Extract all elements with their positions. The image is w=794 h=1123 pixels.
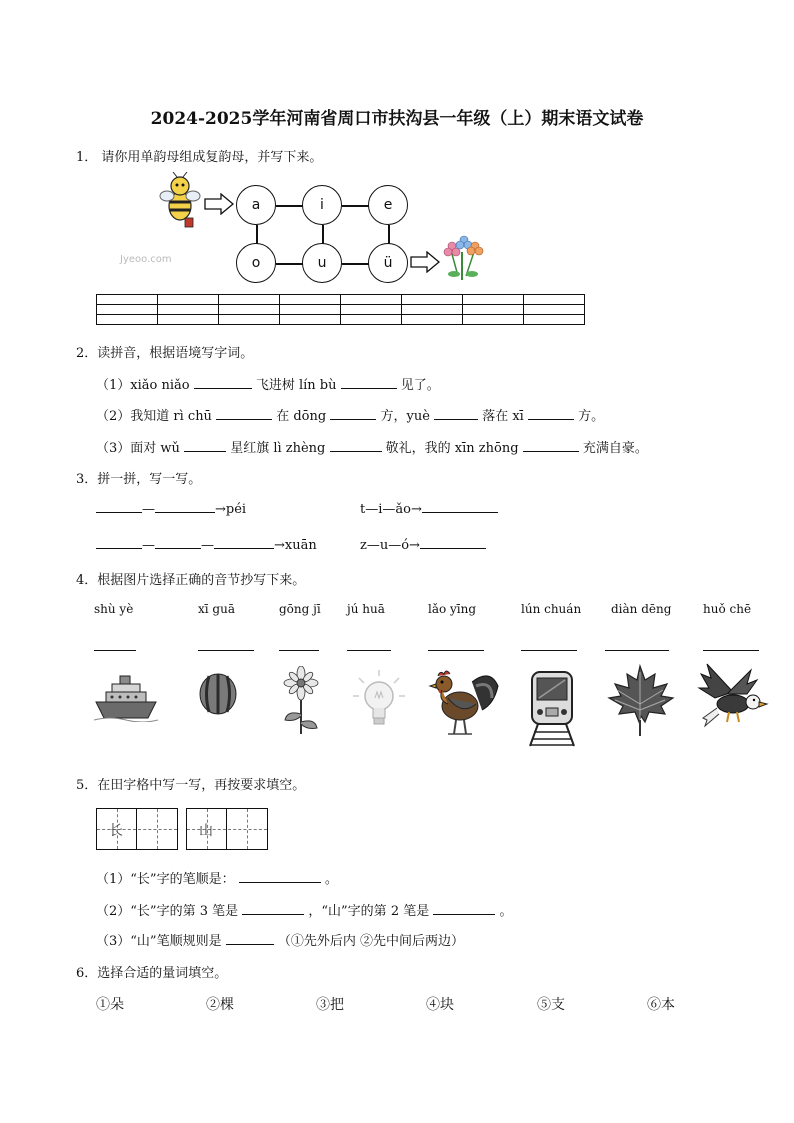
q5-text: ，“山”字的第 2 笔是: [308, 904, 430, 919]
q2-line-3: [96, 437, 648, 456]
tianzige-grid-2[interactable]: [186, 808, 268, 850]
q2-text: 星红旗 lì zhèng: [230, 441, 326, 456]
watermelon-icon: [198, 670, 238, 716]
measure-word-option: ①朵: [96, 997, 124, 1013]
question-3-text: 3．拼一拼，写一写。: [76, 472, 202, 487]
answer-blank[interactable]: [155, 500, 215, 513]
answer-grid: [96, 294, 585, 325]
measure-word-option: ⑥本: [647, 997, 675, 1013]
answer-line[interactable]: [605, 650, 669, 651]
question-1-text: 1． 请你用单韵母组成复韵母，并写下来。: [76, 150, 323, 165]
model-character: 长: [109, 823, 123, 839]
answer-blank[interactable]: [214, 536, 274, 549]
answer-blank[interactable]: [194, 376, 252, 389]
q2-text: 充满自豪。: [582, 441, 648, 456]
arrow-right-icon: [204, 193, 234, 215]
question-6-text: 6．选择合适的量词填空。: [76, 966, 228, 981]
q5-line-1: [96, 868, 338, 887]
light-bulb-icon: [351, 668, 407, 730]
page-title: 2024-2025学年河南省周口市扶沟县一年级（上）期末语文试卷: [150, 109, 644, 129]
q2-text: （1）xiǎo niǎo: [96, 378, 190, 393]
answer-blank[interactable]: [330, 439, 382, 452]
model-character: 山: [199, 823, 213, 839]
vowel-circle: e: [368, 185, 408, 225]
pinyin-option: lǎo yīng: [428, 602, 477, 616]
q5-line-3: [96, 930, 464, 949]
pinyin-parts: t—i—ǎo→: [360, 502, 422, 517]
answer-blank[interactable]: [96, 536, 142, 549]
pinyin-option: huǒ chē: [703, 602, 752, 616]
answer-blank[interactable]: [523, 439, 579, 452]
q2-text: （3）面对 wǔ: [96, 441, 180, 456]
answer-blank[interactable]: [239, 870, 321, 883]
q2-text: 见了。: [400, 378, 440, 393]
pinyin-option: jú huā: [347, 602, 385, 616]
vowel-circle: i: [302, 185, 342, 225]
answer-line[interactable]: [94, 650, 136, 651]
answer-line[interactable]: [279, 650, 319, 651]
ship-icon: [94, 668, 158, 722]
q5-text: （3）“山”笔顺规则是: [96, 934, 222, 949]
rooster-icon: [428, 664, 500, 738]
pinyin-result: péi: [225, 502, 247, 517]
q2-text: 敬礼，我的 xīn zhōng: [385, 441, 519, 456]
pinyin-option: xī guā: [198, 602, 235, 616]
answer-blank[interactable]: [420, 536, 486, 549]
arrow: →: [274, 538, 285, 553]
answer-blank[interactable]: [422, 500, 498, 513]
q3-row-1-right: [360, 500, 498, 517]
question-2-text: 2．读拼音，根据语境写字词。: [76, 346, 254, 361]
q2-text: 落在 xī: [482, 409, 524, 424]
arrow: →: [215, 502, 226, 517]
vowel-circle: ü: [368, 243, 408, 283]
answer-blank[interactable]: [184, 439, 226, 452]
answer-blank[interactable]: [528, 407, 574, 420]
answer-blank[interactable]: [330, 407, 376, 420]
q2-text: （2）我知道 rì chū: [96, 409, 212, 424]
answer-line[interactable]: [198, 650, 254, 651]
pinyin-option: shù yè: [94, 602, 134, 616]
answer-blank[interactable]: [96, 500, 142, 513]
pinyin-option: gōng jī: [279, 602, 321, 616]
vowel-circle: a: [236, 185, 276, 225]
eagle-icon: [697, 660, 769, 730]
answer-line[interactable]: [428, 650, 484, 651]
q5-text: 。: [324, 872, 338, 887]
q2-text: 方。: [578, 409, 605, 424]
q2-text: 飞进树 lín bù: [255, 378, 337, 393]
q3-row-2-left: [96, 536, 317, 553]
measure-word-option: ③把: [316, 997, 344, 1013]
measure-word-option: ②棵: [206, 997, 234, 1013]
q5-text: 。: [499, 904, 513, 919]
dash: —: [142, 538, 155, 553]
answer-blank[interactable]: [216, 407, 272, 420]
watermark: Jyeoo.com: [120, 254, 172, 265]
q3-row-1-left: [96, 500, 246, 517]
tianzige-grid-1[interactable]: [96, 808, 178, 850]
measure-word-option: ④块: [426, 997, 454, 1013]
train-icon: [522, 668, 582, 748]
dash: —: [201, 538, 214, 553]
answer-line[interactable]: [347, 650, 391, 651]
answer-blank[interactable]: [226, 932, 274, 945]
measure-word-option: ⑤支: [537, 997, 565, 1013]
vowel-circle: o: [236, 243, 276, 283]
answer-line[interactable]: [703, 650, 759, 651]
flower-icon: [442, 232, 484, 282]
q2-line-1: [96, 374, 440, 393]
q5-line-2: [96, 900, 513, 919]
pinyin-option: lún chuán: [521, 602, 582, 616]
vowel-circle: u: [302, 243, 342, 283]
answer-blank[interactable]: [433, 902, 495, 915]
q5-text: （①先外后内 ②先中间后两边）: [277, 934, 464, 949]
chrysanthemum-icon: [279, 666, 323, 736]
pinyin-result: xuān: [284, 538, 317, 553]
pinyin-parts: z—u—ó→: [360, 538, 420, 553]
q2-line-2: [96, 405, 604, 424]
q2-text: 方，yuè: [380, 409, 430, 424]
pinyin-option: diàn dēng: [611, 602, 672, 616]
answer-blank[interactable]: [155, 536, 201, 549]
answer-blank[interactable]: [242, 902, 304, 915]
leaf-icon: [605, 664, 675, 738]
question-4-text: 4．根据图片选择正确的音节抄写下来。: [76, 573, 306, 588]
q3-row-2-right: [360, 536, 486, 553]
q2-text: 在 dōng: [276, 409, 327, 424]
dash: —: [142, 502, 155, 517]
q5-text: （2）“长”字的第 3 笔是: [96, 904, 239, 919]
arrow-right-icon: [410, 251, 440, 273]
q5-text: （1）“长”字的笔顺是：: [96, 872, 235, 887]
answer-blank[interactable]: [434, 407, 478, 420]
question-5-text: 5．在田字格中写一写，再按要求填空。: [76, 778, 306, 793]
answer-line[interactable]: [521, 650, 577, 651]
answer-blank[interactable]: [341, 376, 397, 389]
bee-icon: [158, 172, 204, 232]
